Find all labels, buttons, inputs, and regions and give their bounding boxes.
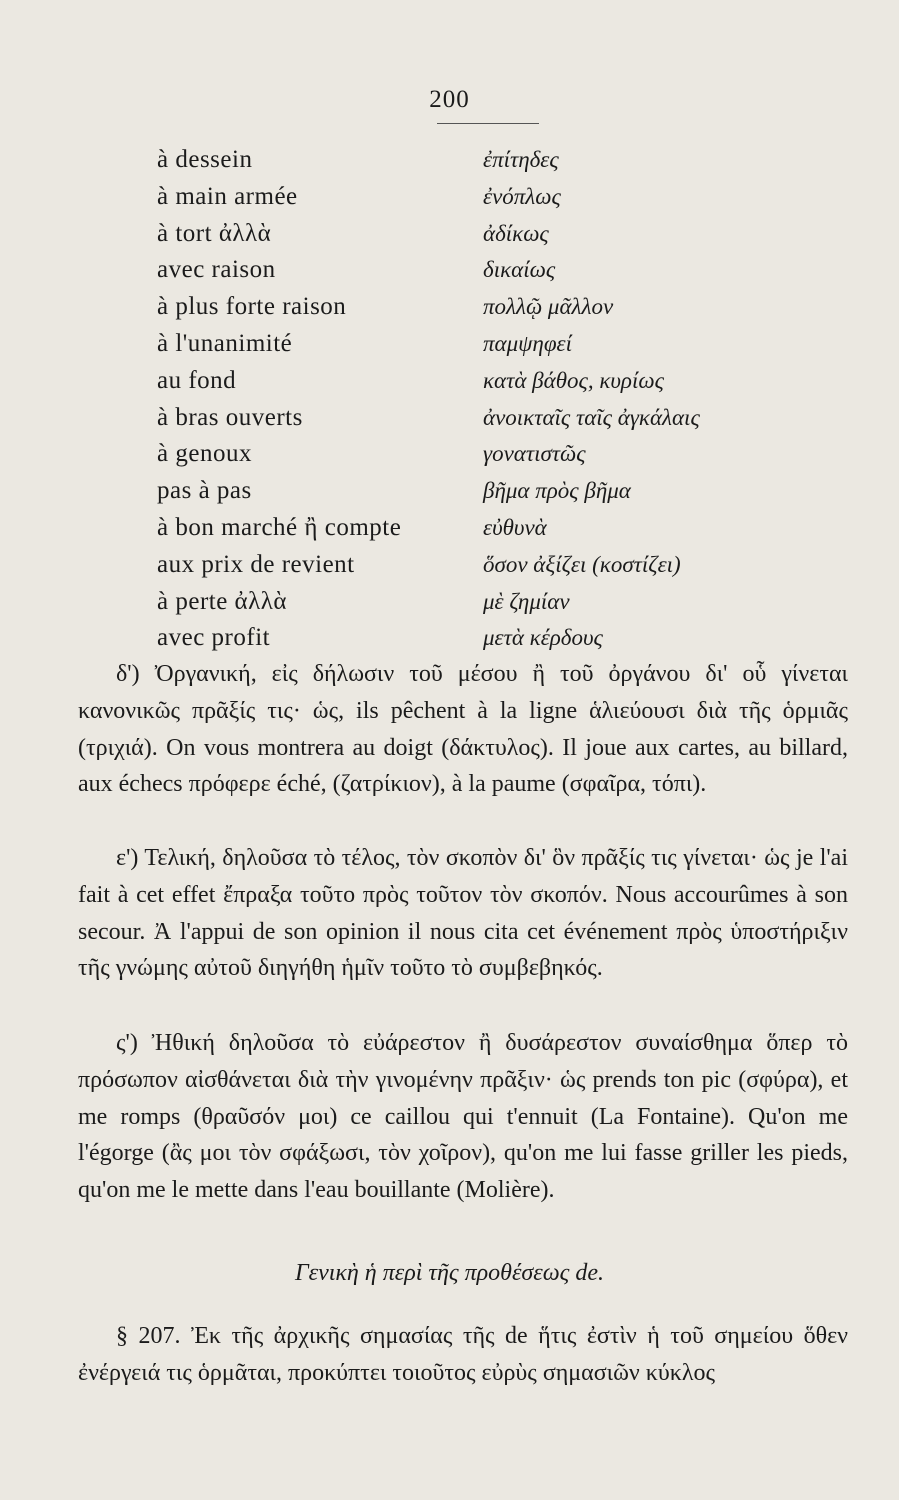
vocab-french: à l'unanimité xyxy=(157,329,293,357)
vocab-greek: εὐθυνὰ xyxy=(483,514,547,540)
vocab-french: à main armée xyxy=(157,182,298,210)
section-heading: Γενικὴ ἡ περὶ τῆς προθέσεως de. xyxy=(294,1260,605,1286)
vocab-row xyxy=(0,400,899,437)
vocab-row xyxy=(0,289,899,326)
vocab-row xyxy=(0,510,899,547)
vocab-greek: παμψηφεί xyxy=(483,330,573,356)
vocab-row xyxy=(0,216,899,253)
vocab-row xyxy=(0,363,899,400)
vocab-greek: βῆμα πρὸς βῆμα xyxy=(483,478,631,504)
vocab-french: avec profit xyxy=(157,624,271,652)
vocabulary-list xyxy=(0,142,899,657)
vocab-french: à bon marché ἢ compte xyxy=(157,513,402,541)
vocab-greek: ἐνόπλως xyxy=(483,183,561,209)
vocab-row xyxy=(0,584,899,621)
vocab-french: à perte ἀλλὰ xyxy=(157,587,287,615)
vocab-french: avec raison xyxy=(157,256,276,284)
vocab-greek: γονατιστῶς xyxy=(483,441,586,467)
vocab-row xyxy=(0,436,899,473)
vocab-greek: ἀνοικταῖς ταῖς ἀγκάλαις xyxy=(483,404,700,430)
vocab-greek: μετὰ κέρδους xyxy=(483,625,603,651)
vocab-row xyxy=(0,326,899,363)
vocab-row xyxy=(0,179,899,216)
paragraph-stigma xyxy=(78,1025,848,1209)
vocab-row xyxy=(0,252,899,289)
vocab-greek: ἐπίτηδες xyxy=(483,147,559,172)
paragraph-delta-text: δ') Ὀργανική, εἰς δήλωσιν τοῦ μέσου ἢ τοῦ ὀργάνου δι' οὗ γίνεται κανονικῶς πρᾶξίς τις· ὡς, ils pêchent à la ligne ἁλιεύουσι διὰ τῆς ὁρμιᾶς (τριχιά). On vous montrera au doigt (δάκτυλος). Il joue aux cartes, au billard, aux échecs πρόφερε éché, (ζατρίκιον), à la paume (σφαῖρα, τόπι). xyxy=(78,661,848,798)
vocab-greek: ὅσον ἀξίζει (κοστίζει) xyxy=(483,551,681,577)
vocab-french: à bras ouverts xyxy=(157,403,303,431)
section-207 xyxy=(78,1318,848,1392)
paragraph-delta xyxy=(78,656,848,803)
vocab-greek: δικαίως xyxy=(483,257,556,283)
paragraph-epsilon xyxy=(78,840,848,987)
vocab-french: à plus forte raison xyxy=(157,293,347,321)
vocab-greek: κατὰ βάθος, κυρίως xyxy=(483,367,664,393)
page-number-rule xyxy=(437,123,539,124)
vocab-row xyxy=(0,142,899,179)
vocab-row xyxy=(0,473,899,510)
vocab-french: aux prix de revient xyxy=(157,550,355,578)
section-207-text: § 207. Ἐκ τῆς ἀρχικῆς σημασίας τῆς de ἥτις ἐστὶν ἡ τοῦ σημείου ὅθεν ἐνέργειά τις ὁρμᾶται, προκύπτει τοιοῦτος εὐρὺς σημασιῶν κύκλος xyxy=(78,1323,848,1386)
page-number: 200 xyxy=(429,86,470,113)
vocab-french: à tort ἀλλὰ xyxy=(157,219,272,247)
paragraph-stigma-text: ς') Ἠθική δηλοῦσα τὸ εὐάρεστον ἢ δυσάρεστον συναίσθημα ὅπερ τὸ πρόσωπον αἰσθάνεται διὰ τὴν γινομένην πρᾶξιν· ὡς prends ton pic (σφύρα), et me romps (θραῦσόν μοι) ce caillou qui t'ennuit (La Fontaine). Qu'on me l'égorge (ἂς μοι τὸν σφάξωσι, τὸν χοῖρον), qu'on me lui fasse griller les pieds, qu'on me le mette dans l'eau bouillante (Molière). xyxy=(78,1030,848,1204)
vocab-row xyxy=(0,547,899,584)
vocab-french: pas à pas xyxy=(157,477,252,505)
vocab-row xyxy=(0,620,899,657)
vocab-greek: πολλῷ μᾶλλον xyxy=(483,294,614,320)
vocab-french: au fond xyxy=(157,366,237,394)
vocab-greek: ἀδίκως xyxy=(483,220,549,246)
vocab-french: à dessein xyxy=(157,146,253,173)
paragraph-epsilon-text: ε') Τελική, δηλοῦσα τὸ τέλος, τὸν σκοπὸν δι' ὃν πρᾶξίς τις γίνεται· ὡς je l'ai fait à cet effet ἔπραξα τοῦτο πρὸς τοῦτον τὸν σκοπόν. Nous accourûmes à son secour. Ἀ l'appui de son opinion il nous cita cet événement πρὸς ὑποστήριξιν τῆς γνώμης αὐτοῦ διηγήθη ἡμῖν τοῦτο τὸ συμβεβηκός. xyxy=(78,845,848,982)
vocab-greek: μὲ ζημίαν xyxy=(483,588,570,614)
vocab-french: à genoux xyxy=(157,440,252,468)
